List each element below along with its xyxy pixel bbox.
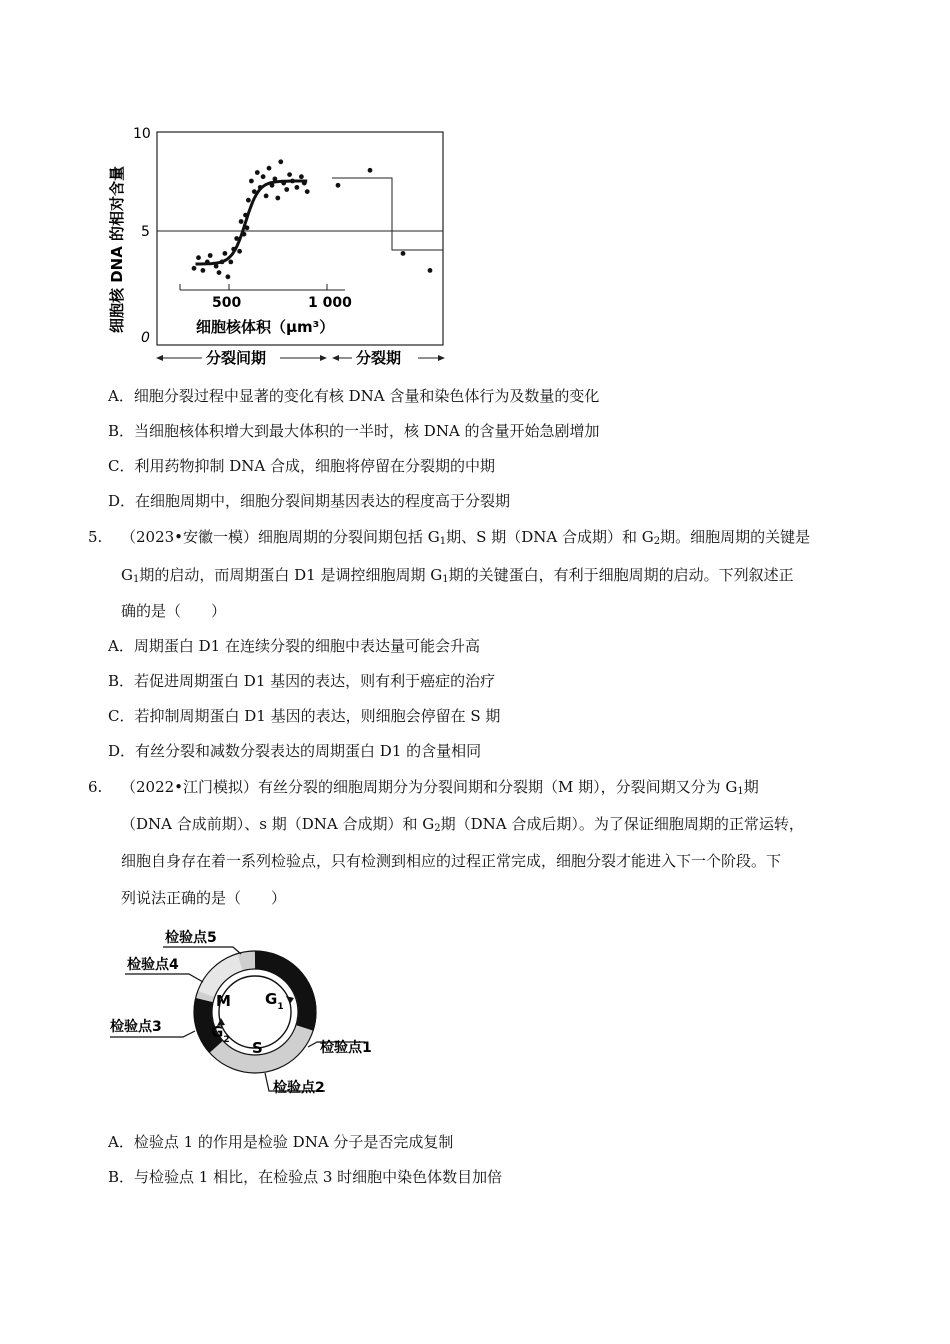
q4-option-b[interactable]: B．当细胞核体积增大到最大体积的一半时，核 DNA 的含量开始急剧增加 bbox=[108, 422, 600, 440]
data-point bbox=[228, 260, 233, 265]
scatter-points bbox=[192, 159, 433, 279]
data-point bbox=[281, 181, 286, 186]
arrow-head-left-2 bbox=[332, 355, 339, 361]
data-point bbox=[287, 172, 292, 177]
data-point bbox=[226, 274, 231, 279]
data-point bbox=[284, 187, 289, 192]
cp4-leader bbox=[125, 974, 203, 982]
q4-option-c[interactable]: C．利用药物抑制 DNA 合成，细胞将停留在分裂期的中期 bbox=[108, 457, 495, 475]
data-point bbox=[305, 189, 310, 194]
data-point bbox=[237, 249, 242, 254]
data-point bbox=[302, 181, 307, 186]
data-point bbox=[264, 194, 269, 199]
q5-stem-line3: 确的是（ ） bbox=[121, 602, 227, 620]
chart-frame bbox=[157, 132, 443, 345]
q5-option-b[interactable]: B．若促进周期蛋白 D1 基因的表达，则有利于癌症的治疗 bbox=[108, 672, 496, 690]
phase-interphase-label: 分裂间期 bbox=[206, 349, 267, 367]
q6-stem-line2: （DNA 合成前期）、s 期（DNA 合成期）和 $G_2$期（DNA 合成后期）。为了保证细胞周期的正常运转， bbox=[121, 815, 804, 834]
data-point bbox=[245, 225, 250, 230]
data-point bbox=[295, 185, 300, 190]
q4-option-d[interactable]: D．在细胞周期中，细胞分裂间期基因表达的程度高于分裂期 bbox=[108, 492, 511, 510]
q6-stem-line1: （2022•江门模拟）有丝分裂的细胞周期分为分裂间期和分裂期（M 期），分裂间期又分为 $G_1$期 bbox=[121, 778, 759, 797]
data-point bbox=[214, 264, 219, 269]
x-tick-500: 500 bbox=[212, 295, 242, 311]
y-axis-label: 细胞核 DNA 的相对含量 bbox=[108, 165, 126, 333]
data-point bbox=[270, 183, 275, 188]
data-point bbox=[290, 179, 295, 184]
inner-arrow-head-1 bbox=[286, 996, 294, 1004]
q6-option-a[interactable]: A．检验点 1 的作用是检验 DNA 分子是否完成复制 bbox=[108, 1133, 454, 1151]
data-point bbox=[220, 260, 225, 265]
data-point bbox=[246, 198, 251, 203]
data-point bbox=[217, 270, 222, 275]
data-point bbox=[192, 266, 197, 271]
checkpoint-5-label: 检验点5 bbox=[165, 930, 217, 946]
label-m: M bbox=[216, 992, 231, 1010]
data-point bbox=[234, 236, 239, 241]
data-point bbox=[249, 179, 254, 184]
sigmoid-curve bbox=[196, 181, 308, 264]
label-g1: $G_1$ bbox=[265, 990, 284, 1012]
data-point bbox=[278, 159, 283, 164]
q5-stem-line1: （2023•安徽一模）细胞周期的分裂间期包括 $G_1$期、S 期（DNA 合成期）和 $G_2$期。细胞周期的关键是 bbox=[121, 528, 811, 547]
inner-cycle-arrow bbox=[219, 976, 291, 1048]
data-point bbox=[208, 253, 213, 258]
q5-option-a[interactable]: A．周期蛋白 D1 在连续分裂的细胞中表达量可能会升高 bbox=[108, 637, 480, 655]
data-point bbox=[223, 251, 228, 256]
q6-option-b[interactable]: B．与检验点 1 相比，在检验点 3 时细胞中染色体数目加倍 bbox=[108, 1168, 503, 1186]
data-point bbox=[255, 170, 260, 175]
dna-volume-chart bbox=[100, 118, 460, 374]
data-point bbox=[267, 166, 272, 171]
checkpoint-4-label: 检验点4 bbox=[127, 957, 179, 973]
x-axis-label: 细胞核体积（μm³） bbox=[196, 318, 335, 336]
data-point bbox=[275, 196, 280, 201]
y-tick-5: 5 bbox=[141, 224, 150, 240]
arrow-head-right-1 bbox=[320, 355, 327, 361]
data-point bbox=[231, 247, 236, 252]
mitosis-data-point bbox=[401, 251, 406, 256]
y-tick-0: 0 bbox=[141, 330, 150, 346]
y-tick-10: 10 bbox=[133, 126, 151, 142]
x-tick-1000: 1 000 bbox=[308, 295, 352, 311]
mitosis-data-point bbox=[336, 183, 341, 188]
mitosis-data-point bbox=[428, 268, 433, 273]
checkpoint-3-label: 检验点3 bbox=[110, 1019, 162, 1035]
q5-option-c[interactable]: C．若抑制周期蛋白 D1 基因的表达，则细胞会停留在 S 期 bbox=[108, 707, 501, 725]
data-point bbox=[205, 260, 210, 265]
q5-option-d[interactable]: D．有丝分裂和减数分裂表达的周期蛋白 D1 的含量相同 bbox=[108, 742, 482, 760]
data-point bbox=[242, 232, 247, 237]
data-point bbox=[196, 255, 201, 260]
q5-stem-line2: $G_1$期的启动，而周期蛋白 D1 是调控细胞周期 $G_1$期的关键蛋白，有利于细胞周期的启动。下列叙述正 bbox=[121, 566, 794, 585]
data-point bbox=[261, 174, 266, 179]
label-s: S bbox=[252, 1039, 263, 1057]
data-point bbox=[239, 219, 244, 224]
data-point bbox=[201, 268, 206, 273]
q6-stem-line4: 列说法正确的是（ ） bbox=[121, 889, 287, 907]
mitosis-data-point bbox=[368, 168, 373, 173]
cp5-leader bbox=[163, 947, 241, 954]
q4-option-a[interactable]: A．细胞分裂过程中显著的变化有核 DNA 含量和染色体行为及数量的变化 bbox=[108, 387, 600, 405]
data-point bbox=[299, 174, 304, 179]
q6-stem-line3: 细胞自身存在着一系列检验点，只有检测到相应的过程正常完成，细胞分裂才能进入下一个阶段。下 bbox=[121, 852, 782, 870]
data-point bbox=[258, 185, 263, 190]
data-point bbox=[252, 189, 257, 194]
ring-segment-m bbox=[206, 962, 240, 994]
mitosis-step-line bbox=[332, 178, 443, 250]
arrow-head-left bbox=[156, 355, 163, 361]
cell-cycle-diagram bbox=[105, 922, 395, 1104]
checkpoint-1-label: 检验点1 bbox=[320, 1040, 372, 1056]
data-point bbox=[243, 213, 248, 218]
phase-mitosis-label: 分裂期 bbox=[356, 349, 402, 367]
checkpoint-2-label: 检验点2 bbox=[273, 1080, 325, 1096]
q5-number: 5. bbox=[88, 528, 103, 546]
arrow-head-right-2 bbox=[438, 355, 445, 361]
label-g2: $G_2$ bbox=[211, 1023, 230, 1045]
data-point bbox=[273, 177, 278, 182]
q6-number: 6. bbox=[88, 778, 103, 796]
